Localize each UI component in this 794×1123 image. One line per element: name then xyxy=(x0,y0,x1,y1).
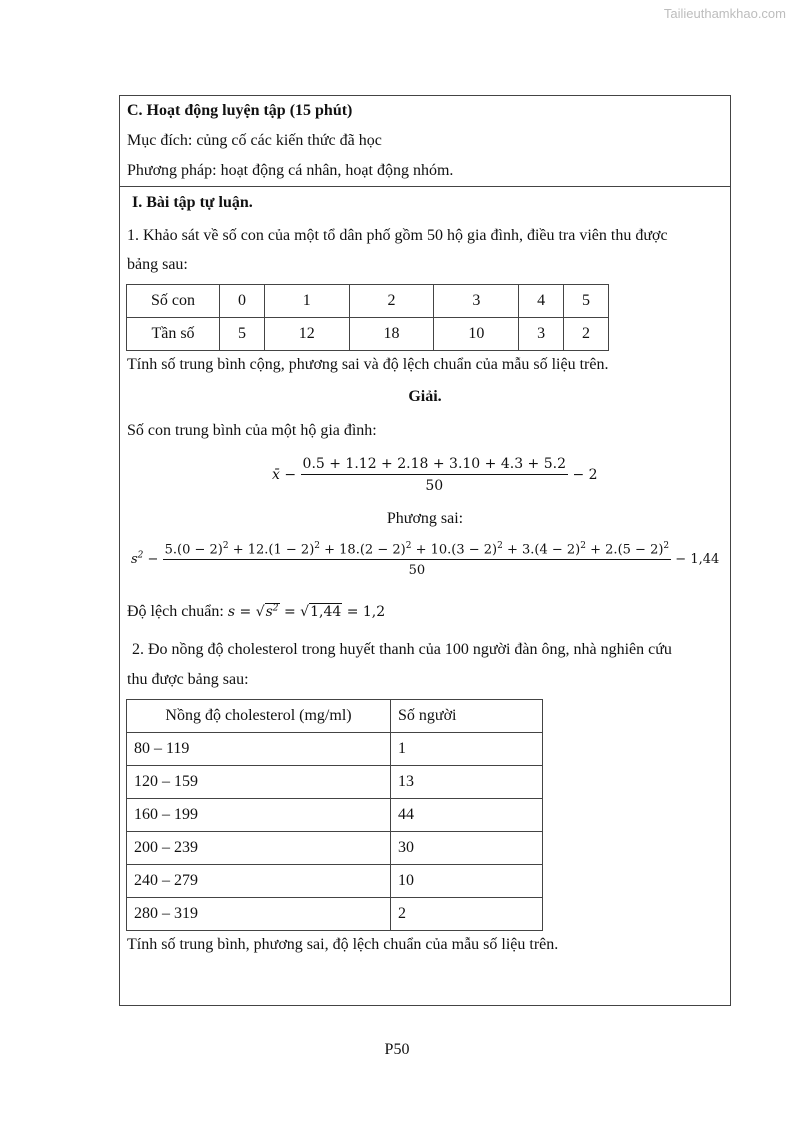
solution-title: Giải. xyxy=(408,388,442,405)
sd-label: Độ lệch chuẩn: xyxy=(127,603,224,620)
mean-numerator: 0.5 + 1.12 + 2.18 + 3.10 + 4.3 + 5.2 xyxy=(301,456,568,475)
sqrt-icon: √ xyxy=(300,604,310,620)
table-cell: 10 xyxy=(434,318,519,351)
question-1-line-1: 1. Khảo sát về số con của một tổ dân phố gồm 50 hộ gia đình, điều tra viên thu được xyxy=(127,227,668,244)
mean-intro: Số con trung bình của một hộ gia đình: xyxy=(127,422,377,439)
table-header: Số người xyxy=(391,700,543,733)
mean-formula xyxy=(272,456,598,494)
table-row xyxy=(127,318,609,351)
section-c xyxy=(120,96,730,187)
children-frequency-table xyxy=(126,284,609,351)
question-1-task: Tính số trung bình cộng, phương sai và độ lệch chuẩn của mẫu số liệu trên. xyxy=(127,356,609,373)
table-cell: 2 xyxy=(349,285,434,318)
table-cell: 18 xyxy=(349,318,434,351)
mean-denominator: 50 xyxy=(425,478,444,494)
table-cell: 1 xyxy=(264,285,349,318)
question-2-task: Tính số trung bình, phương sai, độ lệch chuẩn của mẫu số liệu trên. xyxy=(127,936,559,953)
table-row xyxy=(127,285,609,318)
mean-rhs: − 2 xyxy=(572,467,598,483)
variance-numerator: $5.(0 - 2)^2 + 12.(1 - 2)^2 + 18.(2 - 2)^2 + 10.(3 - 2)^2 + 3.(4 - 2)^2 + 2.(5 - 2)^2$ xyxy=(163,541,672,560)
table-row xyxy=(127,898,543,931)
table-cell: 44 xyxy=(391,799,543,832)
table-cell: 5 xyxy=(220,318,265,351)
question-1-line-2: bảng sau: xyxy=(127,256,188,273)
table-cell: 280 – 319 xyxy=(127,898,391,931)
variance-fraction xyxy=(163,541,672,578)
table-cell: 160 – 199 xyxy=(127,799,391,832)
table-row xyxy=(127,865,543,898)
variance-denominator: 50 xyxy=(408,563,426,579)
table-row xyxy=(127,799,543,832)
watermark: Tailieuthamkhao.com xyxy=(663,6,786,21)
table-row xyxy=(127,700,543,733)
table-row xyxy=(127,733,543,766)
table-cell: 2 xyxy=(564,318,609,351)
variance-equal-sign: − xyxy=(147,552,159,568)
lesson-box xyxy=(119,95,731,1006)
table-cell: 0 xyxy=(220,285,265,318)
table-cell: 13 xyxy=(391,766,543,799)
table-cell: 1 xyxy=(391,733,543,766)
section-i-title: I. Bài tập tự luận. xyxy=(132,194,253,211)
purpose-text: Mục đích: củng cố các kiến thức đã học xyxy=(127,132,382,149)
question-2-line-2: thu được bảng sau: xyxy=(127,671,249,688)
table-row xyxy=(127,832,543,865)
table-cell: 2 xyxy=(391,898,543,931)
table-cell: 30 xyxy=(391,832,543,865)
table-cell: 10 xyxy=(391,865,543,898)
mean-lhs: x̄ − xyxy=(272,467,297,483)
page-number: P50 xyxy=(384,1041,410,1058)
table-cell: 12 xyxy=(264,318,349,351)
variance-formula xyxy=(131,541,719,578)
table-cell: 3 xyxy=(434,285,519,318)
table-cell: 3 xyxy=(519,318,564,351)
variance-lhs: $s^2$ xyxy=(131,550,144,568)
variance-rhs: − 1,44 xyxy=(675,552,720,568)
mean-fraction xyxy=(301,456,568,494)
table-cell: 120 – 159 xyxy=(127,766,391,799)
method-text: Phương pháp: hoạt động cá nhân, hoạt động nhóm. xyxy=(127,162,454,179)
table-cell: 4 xyxy=(519,285,564,318)
table-header: Nồng độ cholesterol (mg/ml) xyxy=(127,700,391,733)
table-cell: 5 xyxy=(564,285,609,318)
section-c-title: C. Hoạt động luyện tập (15 phút) xyxy=(127,102,353,119)
table-cell: Tần số xyxy=(127,318,220,351)
question-2-line-1: 2. Đo nồng độ cholesterol trong huyết thanh của 100 người đàn ông, nhà nghiên cứu xyxy=(132,641,672,658)
table-cell: Số con xyxy=(127,285,220,318)
variance-label: Phương sai: xyxy=(386,510,464,527)
table-row xyxy=(127,766,543,799)
table-cell: 200 – 239 xyxy=(127,832,391,865)
cholesterol-table xyxy=(126,699,543,931)
table-cell: 80 – 119 xyxy=(127,733,391,766)
sqrt-icon: √ xyxy=(255,604,265,620)
table-cell: 240 – 279 xyxy=(127,865,391,898)
standard-deviation: Độ lệch chuẩn: $s = √s^2 = √1,44 = 1,2$ xyxy=(127,603,386,620)
